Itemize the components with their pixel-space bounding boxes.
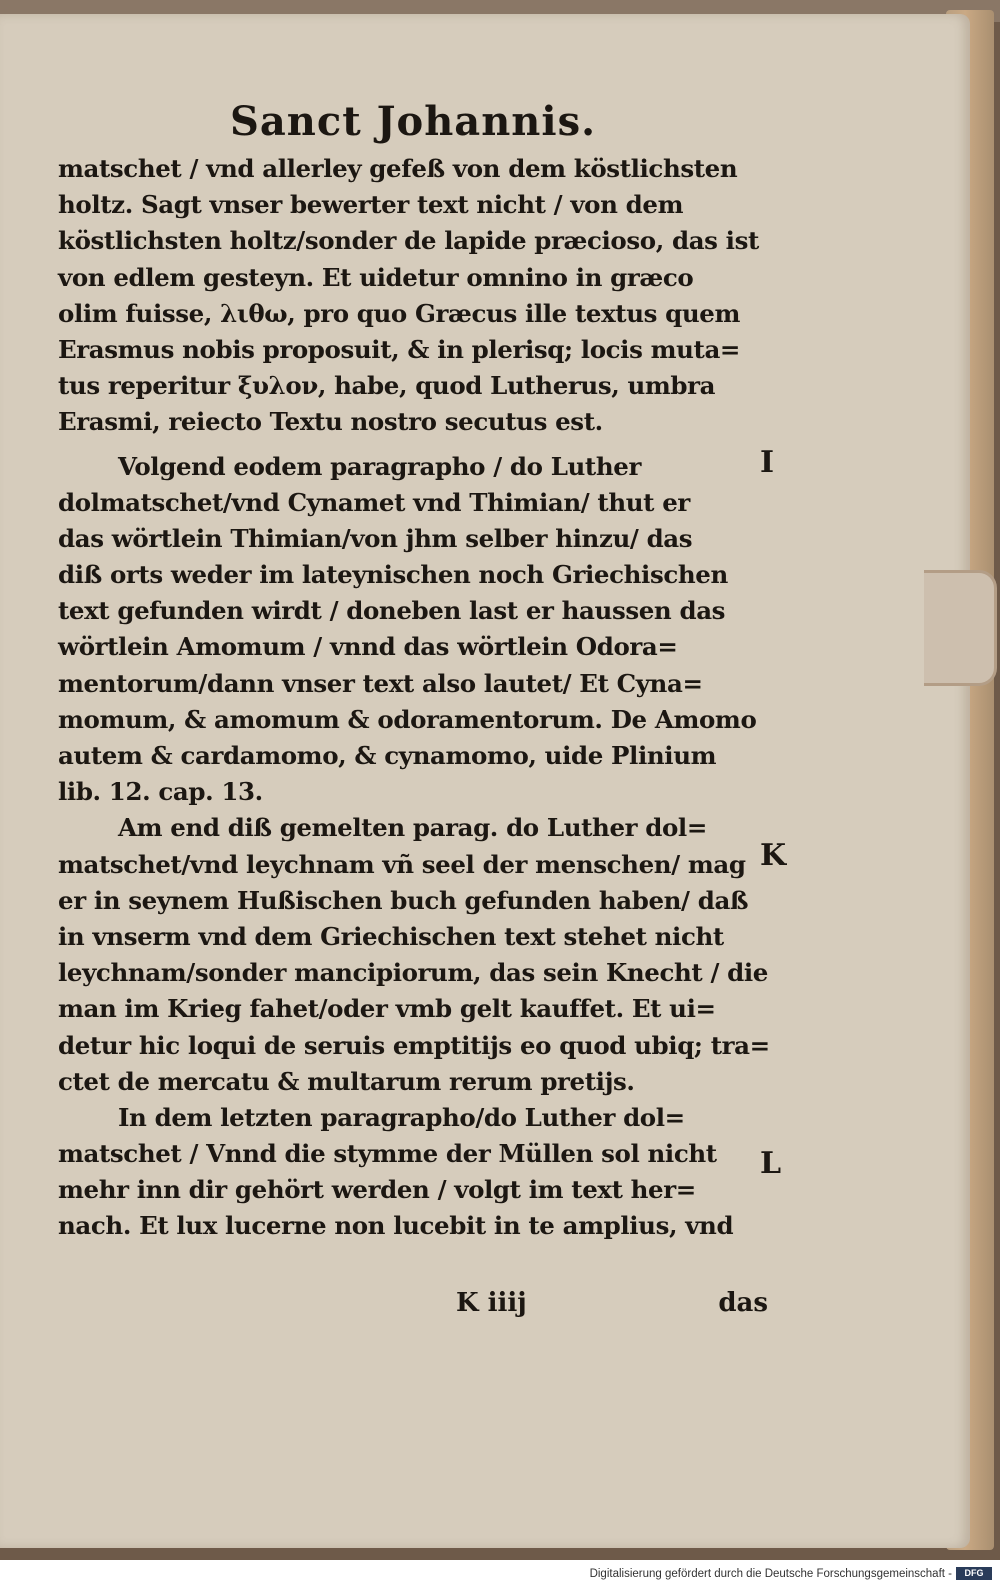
text-line: tus reperitur ξυλον, habe, quod Lutherus, umbra bbox=[58, 371, 716, 401]
text-line: lib. 12. cap. 13. bbox=[58, 777, 263, 807]
text-line: diß orts weder im lateynischen noch Griechischen bbox=[58, 560, 728, 590]
text-line: dolmatschet/vnd Cynamet vnd Thimian/ thut er bbox=[58, 487, 690, 517]
text-line: matschet / vnd allerley gefeß von dem köstlichsten bbox=[58, 154, 738, 183]
text-line: von edlem gesteyn. Et uidetur omnino in græco bbox=[58, 262, 694, 292]
text-line: wörtlein Amomum / vnnd das wörtlein Odora= bbox=[58, 632, 678, 662]
text-line: detur hic loqui de seruis emptitijs eo quod ubiq; tra= bbox=[58, 1030, 770, 1060]
text-line: Volgend eodem paragrapho / do Luther bbox=[118, 451, 641, 481]
credit-text: Digitalisierung gefördert durch die Deutsche Forschungsgemeinschaft - bbox=[589, 1568, 952, 1580]
text-line: holtz. Sagt vnser bewerter text nicht / von dem bbox=[58, 190, 684, 220]
text-line: er in seynem Hußischen buch gefunden haben/ daß bbox=[58, 885, 749, 915]
text-line: ctet de mercatu & multarum rerum pretijs. bbox=[58, 1066, 635, 1096]
text-line: Erasmi, reiecto Textu nostro secutus est. bbox=[58, 407, 603, 437]
clasp-strap bbox=[924, 570, 997, 686]
text-line: das wörtlein Thimian/von jhm selber hinzu/ das bbox=[58, 523, 693, 553]
text-line: Am end diß gemelten parag. do Luther dol= bbox=[118, 813, 707, 843]
text-line: matschet / Vnnd die stymme der Müllen sol nicht bbox=[58, 1139, 717, 1169]
page-text bbox=[58, 98, 768, 1245]
margin-mark: K bbox=[760, 838, 787, 873]
text-line: momum, & amomum & odoramentorum. De Amomo bbox=[58, 704, 757, 734]
text-line: Erasmus nobis proposuit, & in plerisq; locis muta= bbox=[58, 334, 741, 364]
page-footer bbox=[58, 1288, 768, 1322]
text-line: in vnserm vnd dem Griechischen text stehet nicht bbox=[58, 921, 724, 951]
text-line: olim fuisse, λιθω, pro quo Græcus ille textus quem bbox=[58, 298, 741, 328]
signature-mark: K iiij bbox=[456, 1288, 527, 1318]
text-line: köstlichsten holtz/sonder de lapide præcioso, das ist bbox=[58, 226, 759, 256]
margin-mark: I bbox=[760, 445, 775, 480]
text-line: text gefunden wirdt / doneben last er haussen das bbox=[58, 596, 726, 626]
text-line: leychnam/sonder mancipiorum, das sein Knecht / die bbox=[58, 958, 768, 988]
text-line: In dem letzten paragrapho/do Luther dol= bbox=[118, 1102, 685, 1132]
margin-mark: L bbox=[760, 1146, 782, 1181]
text-line: autem & cardamomo, & cynamomo, uide Plinium bbox=[58, 741, 717, 770]
credit-bar bbox=[0, 1560, 1000, 1587]
text-line: matschet/vnd leychnam vñ seel der menschen/ mag bbox=[58, 849, 746, 879]
text-line: mentorum/dann vnser text also lautet/ Et Cyna= bbox=[58, 668, 703, 698]
catchword: das bbox=[718, 1288, 768, 1318]
text-line: nach. Et lux lucerne non lucebit in te amplius, vnd bbox=[58, 1211, 734, 1241]
text-line: mehr inn dir gehört werden / volgt im text her= bbox=[58, 1175, 696, 1205]
running-head: Sanct Johannis. bbox=[229, 98, 597, 145]
dfg-logo: DFG bbox=[956, 1567, 992, 1580]
text-line: man im Krieg fahet/oder vmb gelt kauffet. Et ui= bbox=[58, 994, 716, 1024]
